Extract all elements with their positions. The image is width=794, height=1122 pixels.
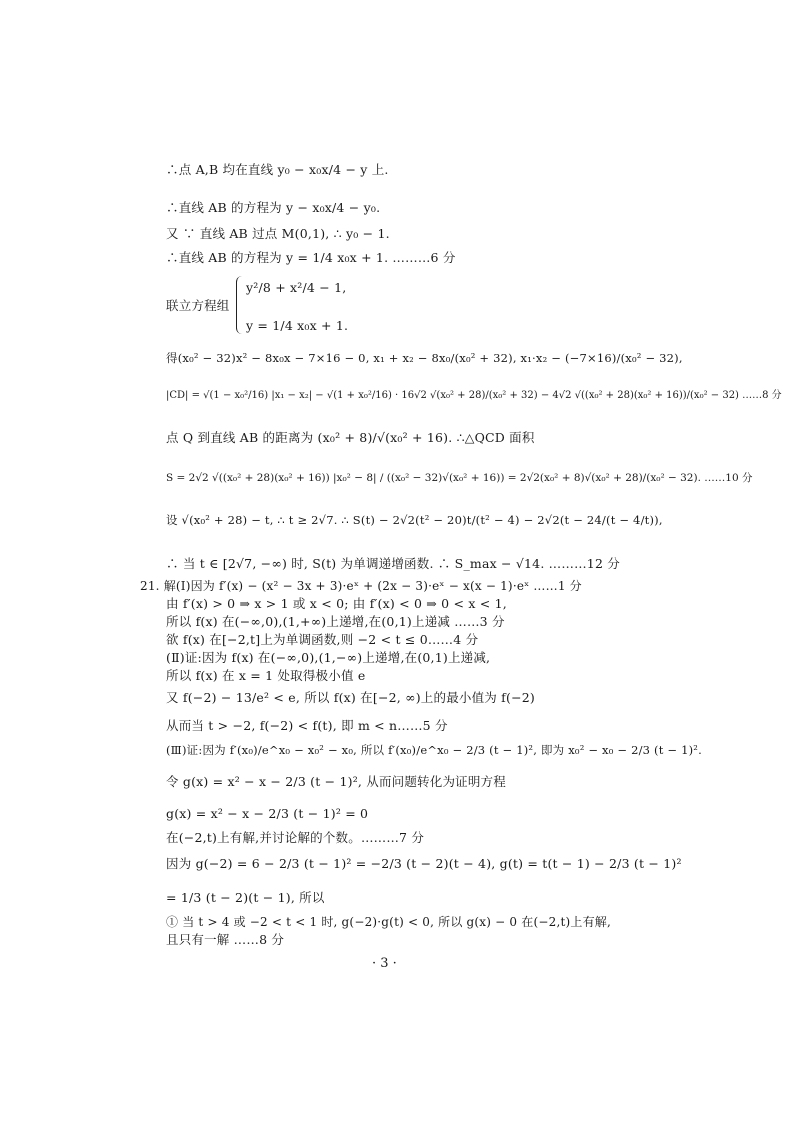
line-21: 从而当 t > −2, f(−2) < f(t), 即 m < n……5 分 xyxy=(166,718,448,733)
line-17: 欲 f(x) 在[−2,t]上为单调函数,则 −2 < t ≤ 0……4 分 xyxy=(166,632,479,647)
line-19: 所以 f(x) 在 x = 1 处取得极小值 e xyxy=(166,668,366,683)
line-15: 由 f′(x) > 0 ⇒ x > 1 或 x < 0; 由 f′(x) < 0 ⇒ 0 < x < 1, xyxy=(166,596,507,611)
line-5: y²/8 + x²/4 − 1, xyxy=(246,280,347,295)
line-11: S = 2√2 √((x₀² + 28)(x₀² + 16)) |x₀² − 8| / ((x₀² − 32)√(x₀² + 16)) = 2√2(x₀² + 8)√(x₀² + 28)/(x₀² − 32). ……10 分 xyxy=(166,472,753,484)
line-10: 点 Q 到直线 AB 的距离为 (x₀² + 8)/√(x₀² + 16). ∴△QCD 面积 xyxy=(166,430,535,445)
line-29: 且只有一解 ……8 分 xyxy=(166,932,285,947)
line-7: y = 1/4 x₀x + 1. xyxy=(246,318,349,333)
line-1: ∴点 A,B 均在直线 y₀ − x₀x/4 − y 上. xyxy=(166,162,389,177)
line-24: g(x) = x² − x − 2/3 (t − 1)² = 0 xyxy=(166,806,369,821)
line-16: 所以 f(x) 在(−∞,0),(1,+∞)上递增,在(0,1)上递减 ……3 分 xyxy=(166,614,505,629)
line-2: ∴直线 AB 的方程为 y − x₀x/4 − y₀. xyxy=(166,200,381,215)
line-9: |CD| = √(1 − x₀²/16) |x₁ − x₂| − √(1 + x₀²/16) · 16√2 √(x₀² + 28)/(x₀² + 32) − 4√2 √((x₀² + 28)(x₀² + 16))/(x₀² − 32) ……8 分 xyxy=(166,390,782,401)
line-6: 联立方程组 xyxy=(166,298,230,313)
page-number: · 3 · xyxy=(372,956,397,971)
line-8: 得(x₀² − 32)x² − 8x₀x − 7×16 − 0, x₁ + x₂ − 8x₀/(x₀² + 32), x₁·x₂ − (−7×16)/(x₀² − 32), xyxy=(166,351,683,365)
line-22: (Ⅲ)证:因为 f′(x₀)/e^x₀ − x₀² − x₀, 所以 f′(x₀)/e^x₀ − 2/3 (t − 1)², 即为 x₀² − x₀ − 2/3 (t − 1)². xyxy=(166,743,702,757)
line-3: 又 ∵ 直线 AB 过点 M(0,1), ∴ y₀ − 1. xyxy=(166,226,390,241)
line-26: 因为 g(−2) = 6 − 2/3 (t − 1)² = −2/3 (t − 2)(t − 4), g(t) = t(t − 1) − 2/3 (t − 1)² xyxy=(166,856,682,871)
line-18: (Ⅱ)证:因为 f(x) 在(−∞,0),(1,−∞)上递增,在(0,1)上递减, xyxy=(166,650,491,665)
line-25: 在(−2,t)上有解,并讨论解的个数。………7 分 xyxy=(166,830,425,845)
line-28: ① 当 t > 4 或 −2 < t < 1 时, g(−2)·g(t) < 0, 所以 g(x) − 0 在(−2,t)上有解, xyxy=(166,915,611,929)
line-23: 令 g(x) = x² − x − 2/3 (t − 1)², 从而问题转化为证明方程 xyxy=(166,774,506,789)
line-27: = 1/3 (t − 2)(t − 1), 所以 xyxy=(166,890,325,905)
line-14: 21. 解(Ⅰ)因为 f′(x) − (x² − 3x + 3)·eˣ + (2x − 3)·eˣ − x(x − 1)·eˣ ……1 分 xyxy=(140,579,582,593)
line-4: ∴直线 AB 的方程为 y = 1/4 x₀x + 1. ………6 分 xyxy=(166,250,456,265)
line-20: 又 f(−2) − 13/e² < e, 所以 f(x) 在[−2, ∞)上的最小值为 f(−2) xyxy=(166,690,535,705)
line-13: ∴ 当 t ∈ [2√7, −∞) 时, S(t) 为单调递增函数. ∴ S_max − √14. ………12 分 xyxy=(166,556,620,571)
line-12: 设 √(x₀² + 28) − t, ∴ t ≥ 2√7. ∴ S(t) − 2√2(t² − 20)t/(t² − 4) − 2√2(t − 24/(t − 4/t)), xyxy=(166,513,663,527)
